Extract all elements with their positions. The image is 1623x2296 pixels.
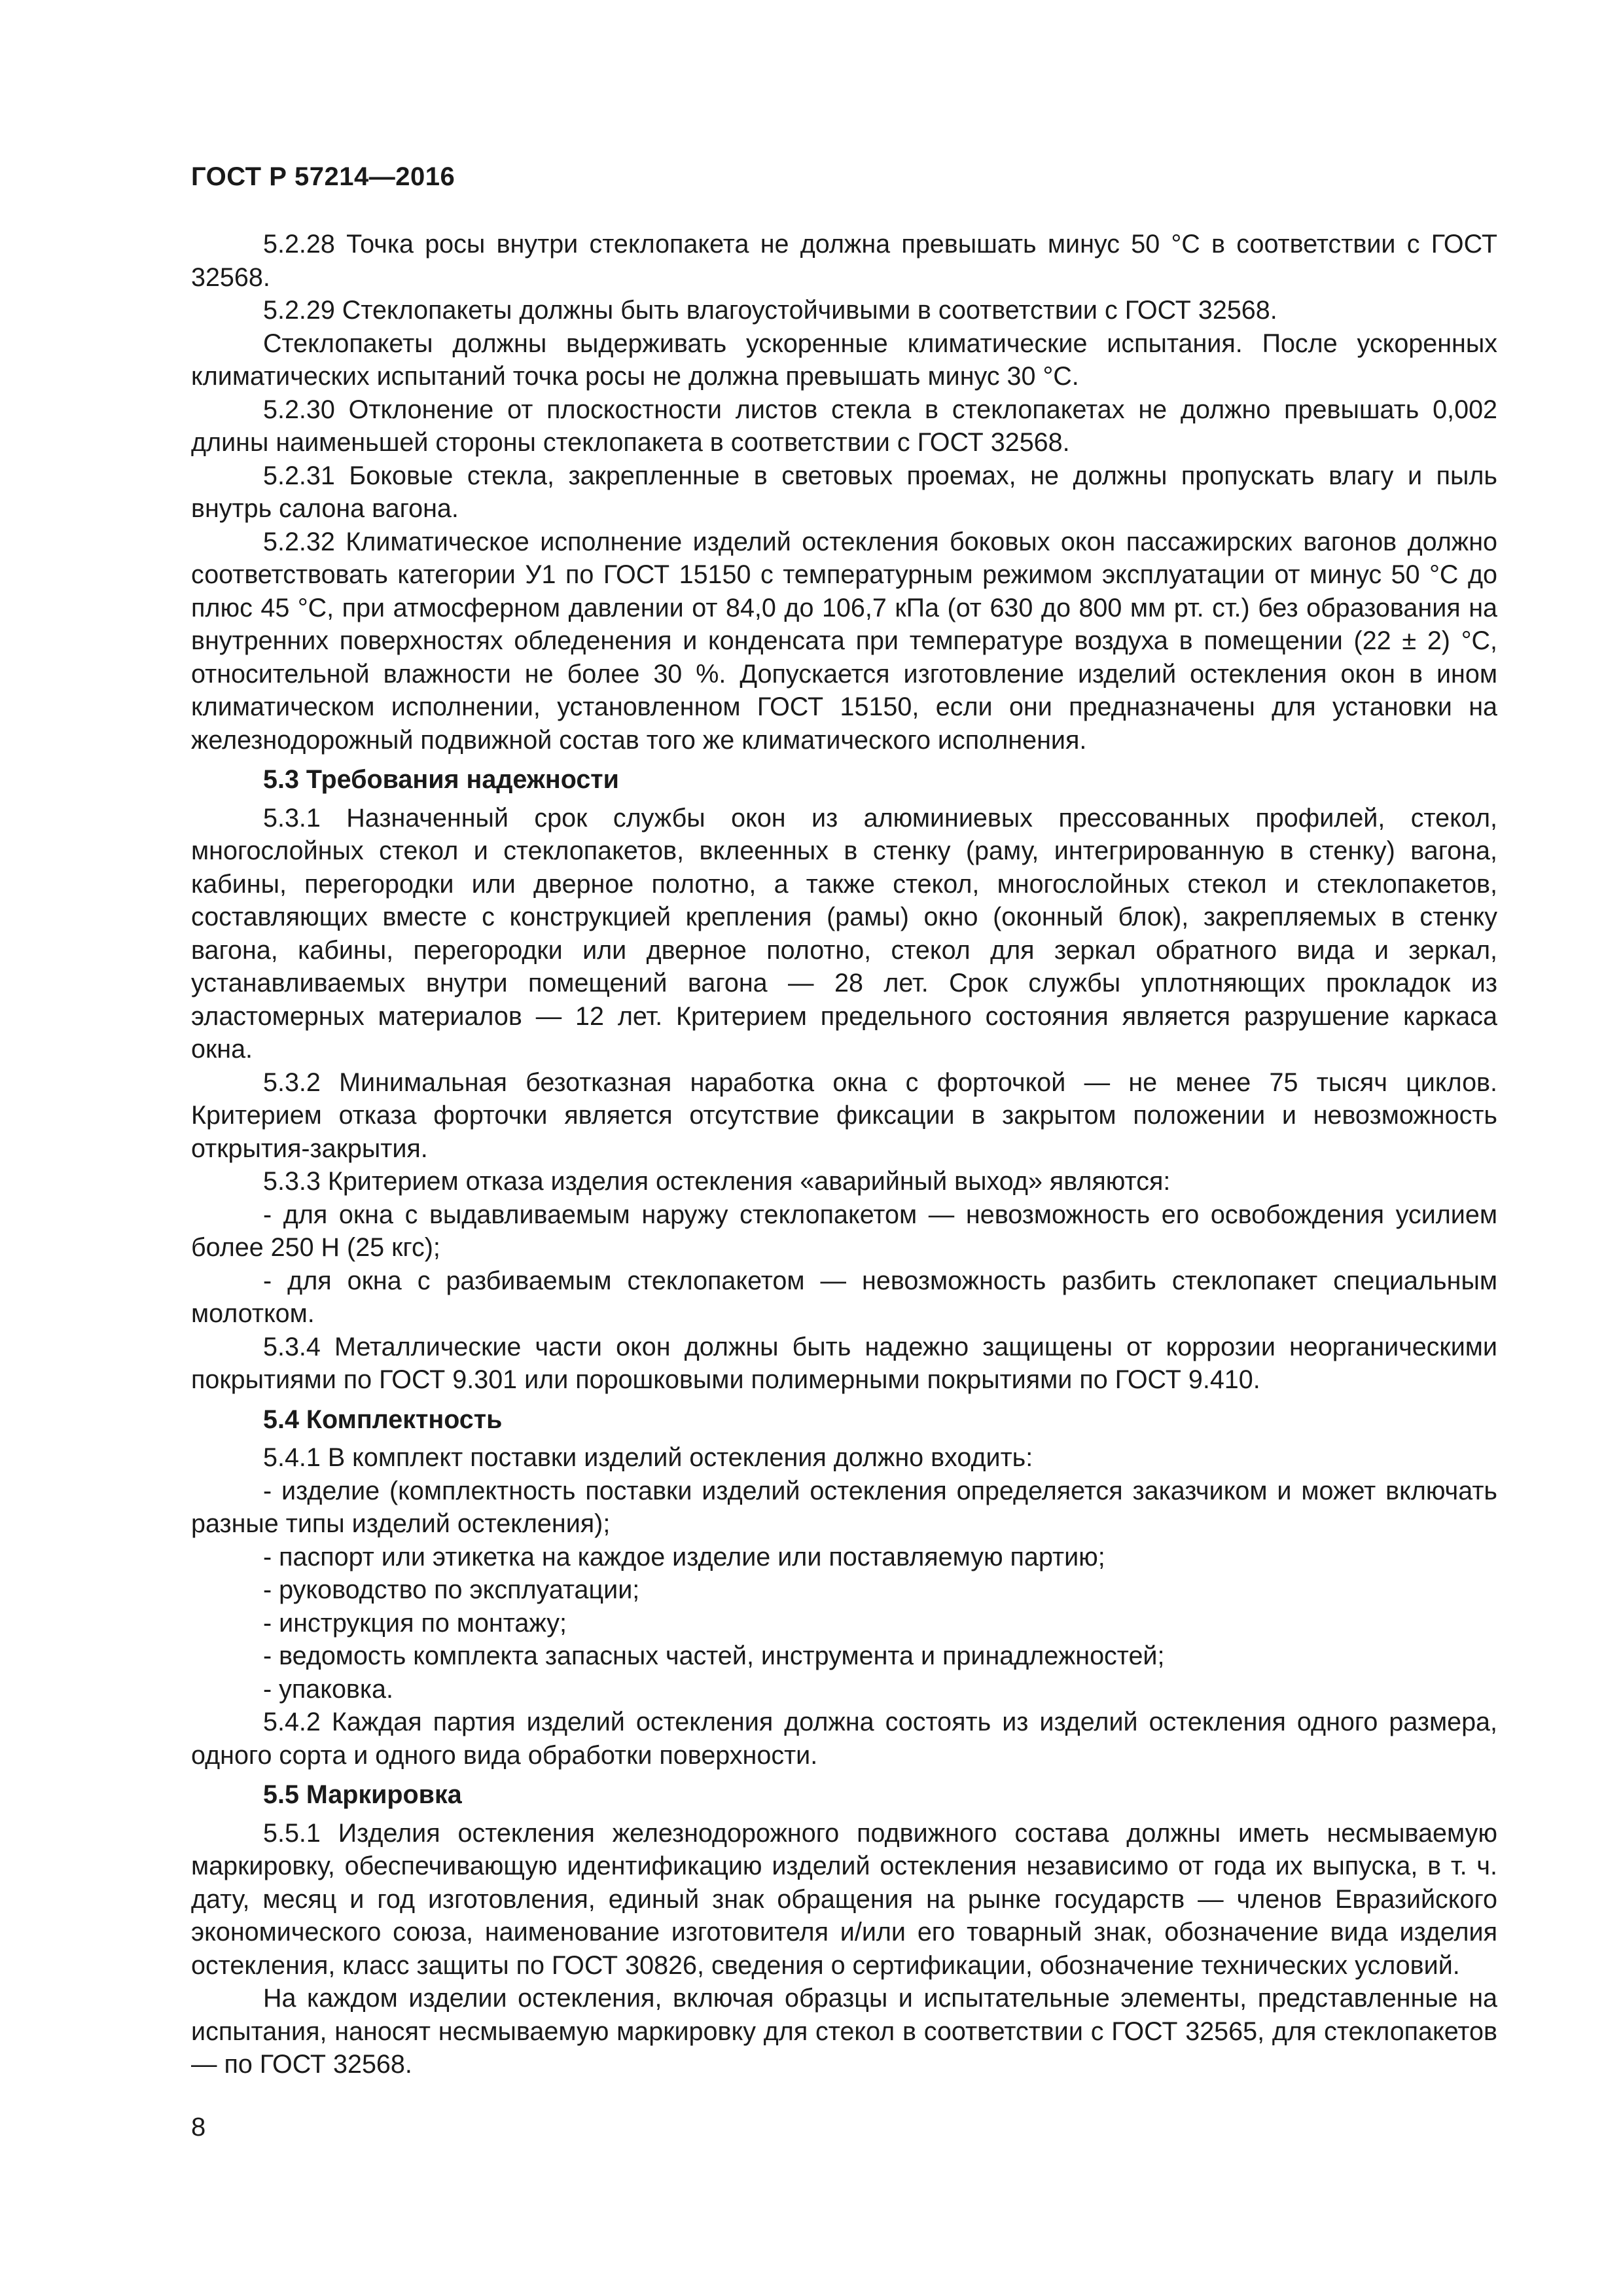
paragraph-5-2-29: 5.2.29 Стеклопакеты должны быть влагоустойчивыми в соответствии с ГОСТ 32568.: [263, 296, 1277, 325]
document-body: [191, 228, 1497, 2081]
list-item: - паспорт или этикетка на каждое изделие или поставляемую партию;: [263, 1542, 1105, 1571]
list-item: - руководство по эксплуатации;: [263, 1575, 640, 1604]
paragraph-5-3-1: 5.3.1 Назначенный срок службы окон из алюминиевых прессованных профилей, стекол, многослойных стекол и стеклопакетов, вклеенных в стенку (раму, интегрированную в стенку) вагона, кабины, перегородки или дверное полотно, а также стекол, многослойных стекол и стеклопакетов, составляющих вместе с конструкцией крепления (рамы) окно (оконный блок), закрепляемых в стенку вагона, кабины, перегородки или дверное полотно, стекол для зеркал обратного вида и зеркал, устанавливаемых внутри помещений вагона — 28 лет. Срок службы уплотняющих прокладок из эластомерных материалов — 12 лет. Критерием предельного состояния является разрушение каркаса окна.: [191, 803, 1497, 1064]
list-item: - для окна с выдавливаемым наружу стеклопакетом — невозможность его освобождения усилием более 250 Н (25 кгс);: [191, 1200, 1497, 1262]
paragraph-5-2-28: 5.2.28 Точка росы внутри стеклопакета не должна превышать минус 50 °С в соответствии с ГОСТ 32568.: [191, 230, 1497, 292]
paragraph-5-5-1: 5.5.1 Изделия остекления железнодорожного подвижного состава должны иметь несмываемую маркировку, обеспечивающую идентификацию изделий остекления независимо от года их выпуска, в т. ч. дату, месяц и год изготовления, единый знак обращения на рынке государств — членов Евразийского экономического союза, наименование изготовителя и/или его товарный знак, обозначение вида изделия остекления, класс защиты по ГОСТ 30826, сведения о сертификации, обозначение технических условий.: [191, 1818, 1497, 1980]
paragraph-5-5-1-cont: На каждом изделии остекления, включая образцы и испытательные элементы, представленные на испытания, наносят несмываемую маркировку для стекол в соответствии с ГОСТ 32565, для стеклопакетов — по ГОСТ 32568.: [191, 1984, 1497, 2079]
list-item: - ведомость комплекта запасных частей, инструмента и принадлежностей;: [263, 1641, 1165, 1670]
document-header: ГОСТ Р 57214—2016: [191, 162, 455, 191]
paragraph-5-3-4: 5.3.4 Металлические части окон должны быть надежно защищены от коррозии неорганическими покрытиями по ГОСТ 9.301 или порошковыми полимерными покрытиями по ГОСТ 9.410.: [191, 1332, 1497, 1394]
paragraph-5-3-2: 5.3.2 Минимальная безотказная наработка окна с форточкой — не менее 75 тысяч циклов. Критерием отказа форточки является отсутствие фиксации в закрытом положении и невозможность открытия-закрытия.: [191, 1067, 1497, 1163]
section-heading-5-4: 5.4 Комплектность: [263, 1405, 503, 1434]
section-heading-5-5: 5.5 Маркировка: [263, 1780, 462, 1809]
list-item: - изделие (комплектность поставки изделий остекления определяется заказчиком и может включать разные типы изделий остекления);: [191, 1476, 1497, 1538]
paragraph-5-2-32: 5.2.32 Климатическое исполнение изделий остекления боковых окон пассажирских вагонов должно соответствовать категории У1 по ГОСТ 15150 с температурным режимом эксплуатации от минус 50 °С до плюс 45 °С, при атмосферном давлении от 84,0 до 106,7 кПа (от 630 до 800 мм рт. ст.) без образования на внутренних поверхностях обледенения и конденсата при температуре воздуха в помещении (22 ± 2) °С, относительной влажности не более 30 %. Допускается изготовление изделий остекления окон в ином климатическом исполнении, установленном ГОСТ 15150, если они предназначены для установки на железнодорожный подвижной состав того же климатического исполнения.: [191, 527, 1497, 755]
paragraph-5-2-30: 5.2.30 Отклонение от плоскостности листов стекла в стеклопакетах не должно превышать 0,002 длины наименьшей стороны стеклопакета в соответствии с ГОСТ 32568.: [191, 395, 1497, 457]
paragraph-5-3-3: 5.3.3 Критерием отказа изделия остекления «аварийный выход» являются:: [263, 1167, 1171, 1196]
paragraph-5-2-29-cont: Стеклопакеты должны выдерживать ускоренные климатические испытания. После ускоренных климатических испытаний точка росы не должна превышать минус 30 °С.: [191, 329, 1497, 391]
list-item: - упаковка.: [263, 1674, 394, 1704]
section-heading-5-3: 5.3 Требования надежности: [263, 765, 619, 794]
page-number: 8: [191, 2113, 206, 2142]
list-item: - для окна с разбиваемым стеклопакетом — невозможность разбить стеклопакет специальным молотком.: [191, 1266, 1497, 1328]
paragraph-5-4-1: 5.4.1 В комплект поставки изделий остекления должно входить:: [263, 1443, 1033, 1472]
list-item: - инструкция по монтажу;: [263, 1608, 567, 1638]
paragraph-5-4-2: 5.4.2 Каждая партия изделий остекления должна состоять из изделий остекления одного размера, одного сорта и одного вида обработки поверхности.: [191, 1708, 1497, 1770]
paragraph-5-2-31: 5.2.31 Боковые стекла, закрепленные в световых проемах, не должны пропускать влагу и пыль внутрь салона вагона.: [191, 461, 1497, 523]
